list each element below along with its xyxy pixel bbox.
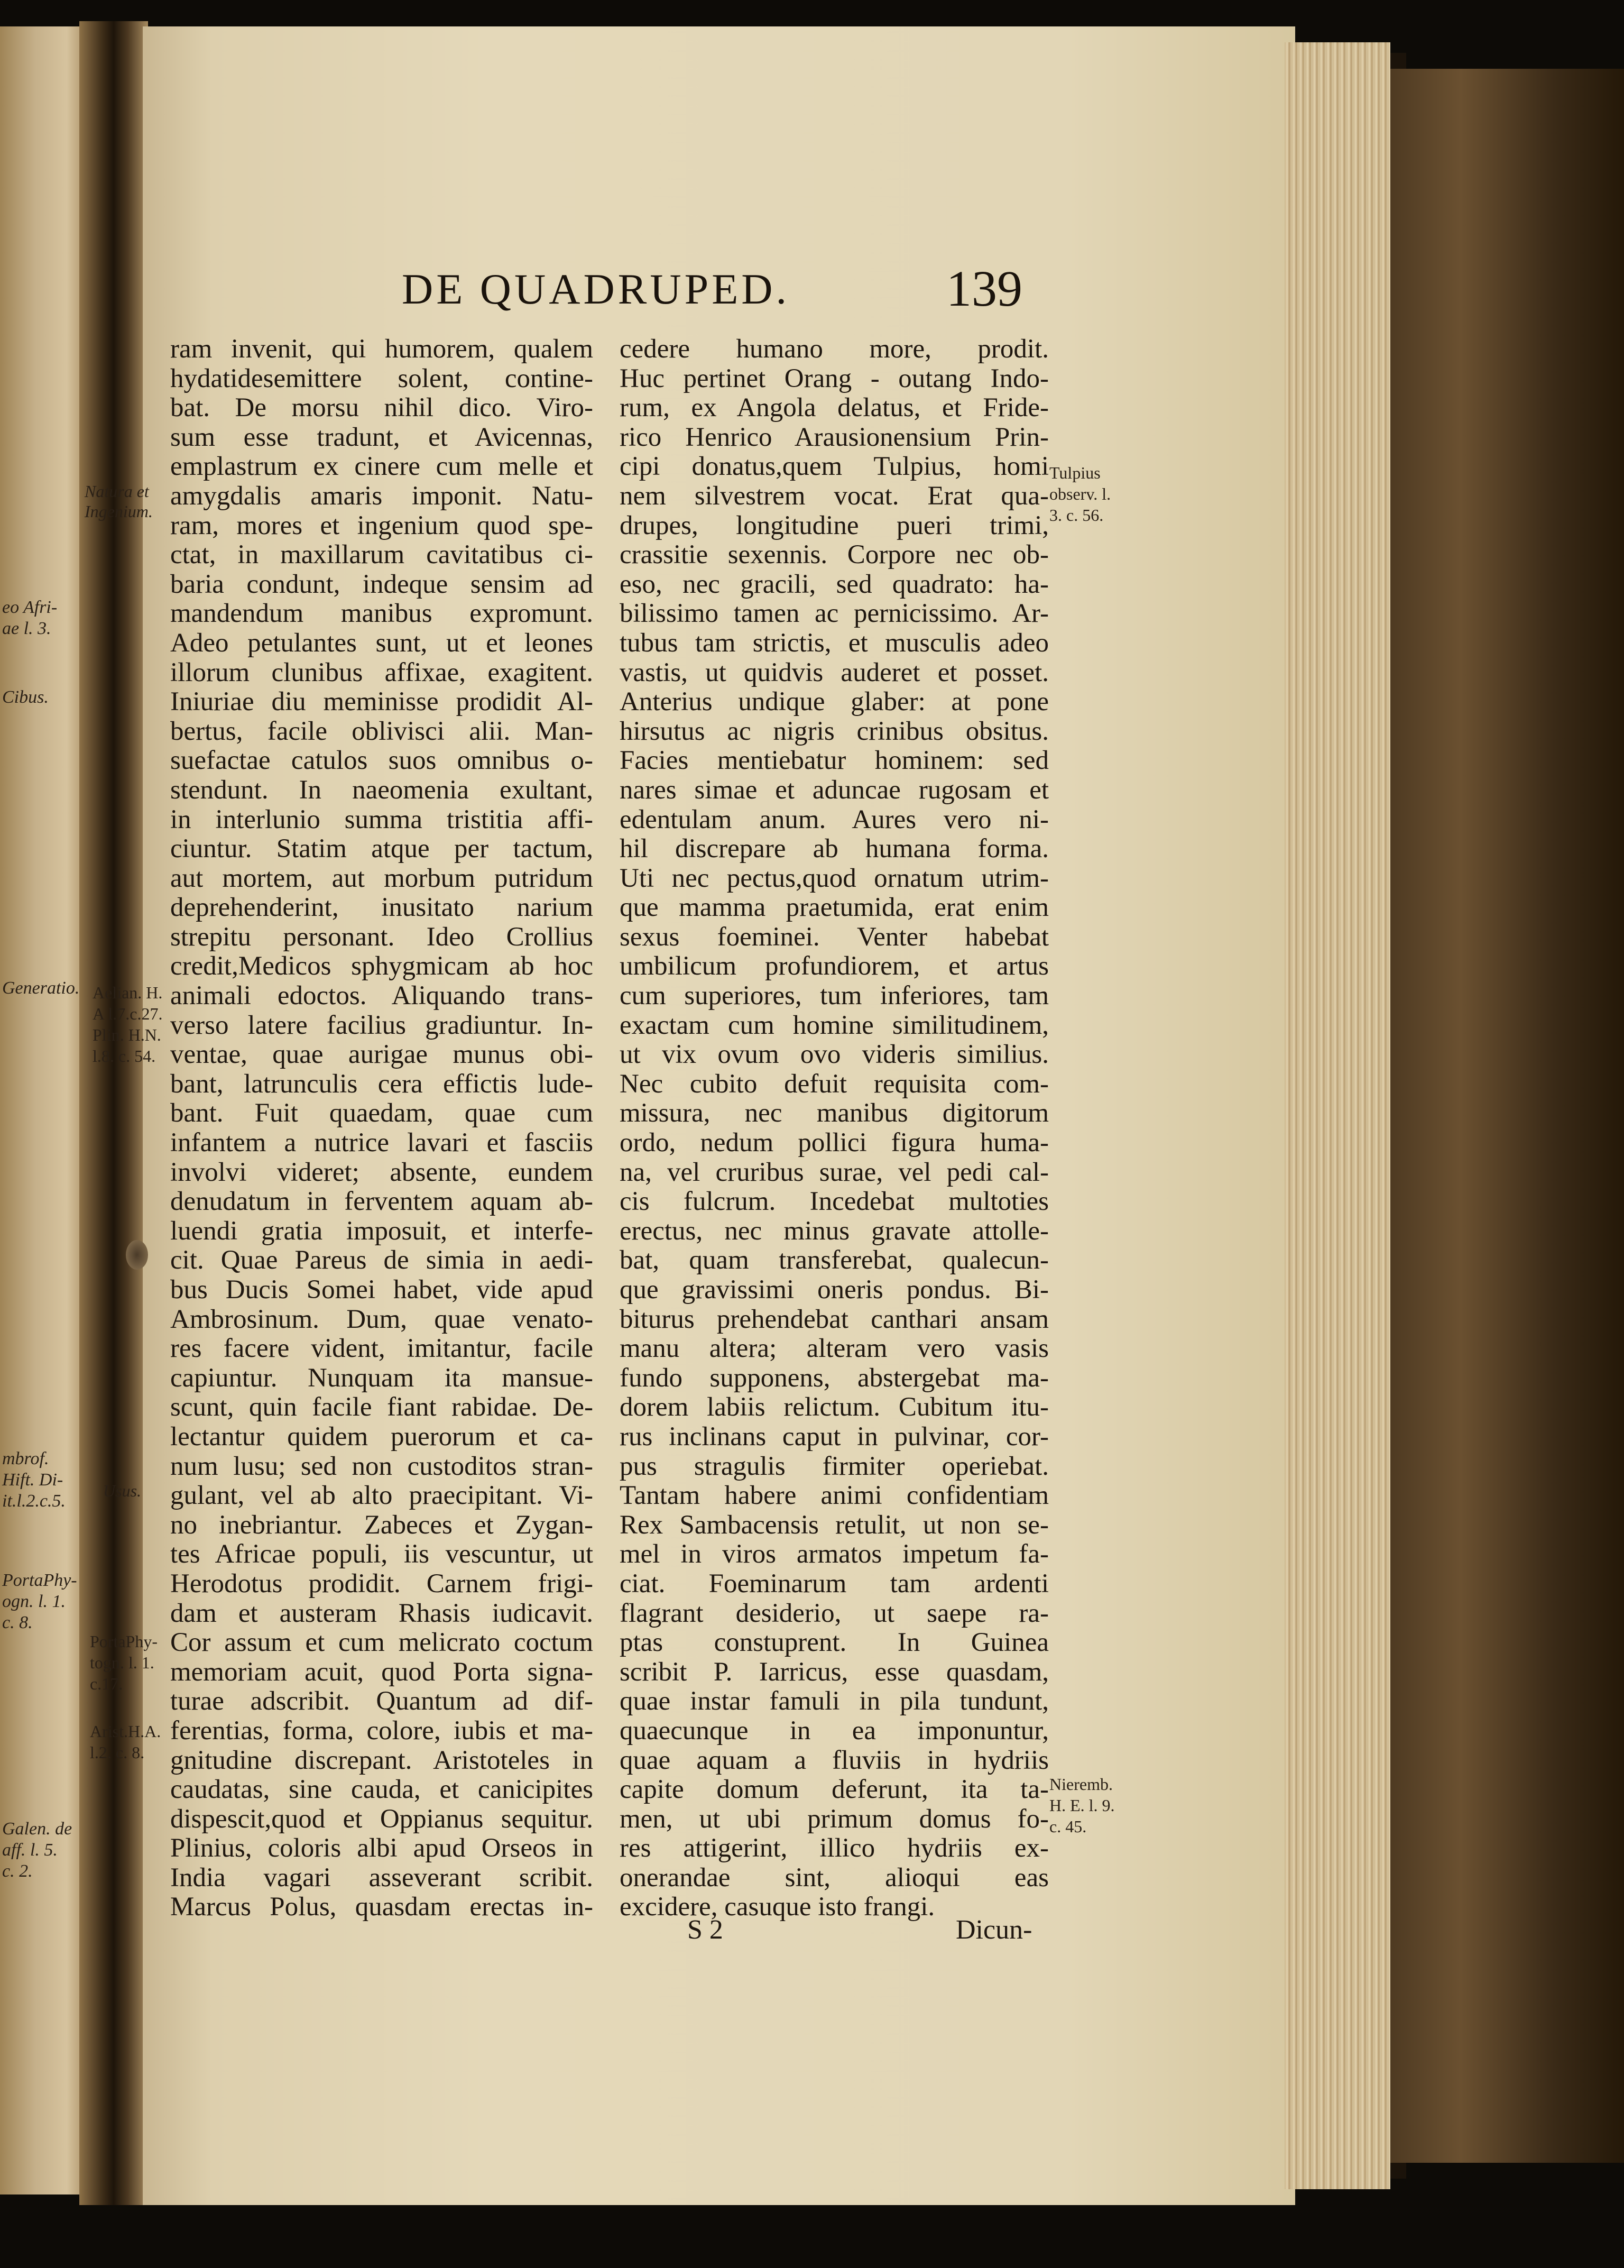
text-line: rus inclinans caput in pulvinar, cor-: [620, 1421, 1049, 1452]
text-line: biturus prehendebat canthari ansam: [620, 1304, 1049, 1334]
text-line: edentulam anum. Aures vero ni-: [620, 804, 1049, 834]
margin-note: A l.7.c.27.: [93, 1004, 163, 1023]
facing-page: [0, 26, 89, 2194]
text-line: rum, ex Angola delatus, et Fride-: [620, 393, 1049, 423]
facing-fragment: ogn. l. 1.: [2, 1592, 66, 1611]
facing-fragment: Hift. Di-: [2, 1470, 63, 1490]
text-line: quae instar famuli in pila tundunt,: [620, 1686, 1049, 1716]
text-line: amygdalis amaris imponit. Natu-: [170, 481, 593, 511]
text-line: drupes, longitudine pueri trimi,: [620, 510, 1049, 540]
text-line: umbilicum profundiorem, et artus: [620, 951, 1049, 981]
text-line: bat. De morsu nihil dico. Viro-: [170, 393, 593, 423]
text-line: eso, nec gracili, sed quadrato: ha-: [620, 569, 1049, 599]
margin-note: PortaPhy-: [90, 1632, 158, 1651]
text-line: tes Africae populi, iis vescuntur, ut: [170, 1539, 593, 1569]
text-line: Tantam habere animi confidentiam: [620, 1481, 1049, 1511]
margin-note: Usus.: [103, 1481, 142, 1500]
text-line: cipi donatus,quem Tulpius, homi: [620, 452, 1049, 482]
text-line: Cor assum et cum melicrato coctum: [170, 1628, 593, 1658]
text-line: gulant, vel ab alto praecipitant. Vi-: [170, 1481, 593, 1511]
text-line: dispescit,quod et Oppianus sequitur.: [170, 1804, 593, 1834]
facing-fragment: mbrof.: [2, 1449, 49, 1468]
text-line: que gravissimi oneris pondus. Bi-: [620, 1275, 1049, 1305]
text-line: ciuntur. Statim atque per tactum,: [170, 834, 593, 864]
text-line: cedere humano more, prodit.: [620, 334, 1049, 364]
text-line: capiuntur. Nunquam ita mansue-: [170, 1363, 593, 1393]
margin-note: l.2. c. 8.: [90, 1743, 145, 1762]
text-line: dam et austeram Rhasis iudicavit.: [170, 1598, 593, 1628]
text-line: bant. Fuit quaedam, quae cum: [170, 1098, 593, 1128]
text-line: luendi gratia imposuit, et interfe-: [170, 1216, 593, 1246]
text-line: Rex Sambacensis retulit, ut non se-: [620, 1510, 1049, 1540]
text-line: Nec cubito defuit requisita com-: [620, 1069, 1049, 1099]
text-line: ut vix ovum ovo videris similius.: [620, 1040, 1049, 1070]
text-line: illorum clunibus affixae, exagitent.: [170, 657, 593, 687]
catchword: Dicun-: [956, 1915, 1032, 1945]
facing-fragment: it.l.2.c.5.: [2, 1491, 66, 1511]
margin-note: c.17.: [90, 1674, 123, 1693]
text-line: turae adscribit. Quantum ad dif-: [170, 1686, 593, 1716]
text-line: India vagari asseverant scribit.: [170, 1862, 593, 1893]
text-line: mandendum manibus expromunt.: [170, 599, 593, 629]
margin-note: 3. c. 56.: [1049, 506, 1104, 525]
margin-note: observ. l.: [1049, 484, 1111, 503]
text-line: scribit P. Iarricus, esse quasdam,: [620, 1657, 1049, 1687]
text-line: ferentias, forma, colore, iubis et ma-: [170, 1715, 593, 1746]
signature-mark: S 2: [687, 1915, 723, 1945]
text-line: Marcus Polus, quasdam erectas in-: [170, 1892, 593, 1922]
margin-note: Tulpius: [1049, 463, 1101, 482]
text-line: tubus tam strictis, et musculis adeo: [620, 628, 1049, 658]
text-line: bilissimo tamen ac pernicissimo. Ar-: [620, 599, 1049, 629]
facing-fragment: ae l. 3.: [2, 619, 51, 638]
page-number: 139: [946, 260, 1022, 317]
text-line: res attigerint, illico hydriis ex-: [620, 1833, 1049, 1863]
text-line: onerandae sint, alioqui eas: [620, 1862, 1049, 1893]
text-line: bus Ducis Somei habet, vide apud: [170, 1275, 593, 1305]
text-line: ptas constuprent. In Guinea: [620, 1628, 1049, 1658]
text-line: bertus, facile oblivisci alii. Man-: [170, 716, 593, 746]
text-line: fundo supponens, abstergebat ma-: [620, 1363, 1049, 1393]
facing-fragment: PortaPhy-: [2, 1571, 77, 1590]
text-line: manu altera; alteram vero vasis: [620, 1334, 1049, 1364]
margin-note: Natura et: [85, 482, 149, 501]
text-line: no inebriantur. Zabeces et Zygan-: [170, 1510, 593, 1540]
text-column-left: [170, 335, 593, 1922]
margin-note: togn. l. 1.: [90, 1653, 154, 1672]
text-line: emplastrum ex cinere cum melle et: [170, 452, 593, 482]
margin-note: l.8. c. 54.: [93, 1046, 156, 1066]
text-line: Adeo petulantes sunt, ut et leones: [170, 628, 593, 658]
text-line: nem silvestrem vocat. Erat qua-: [620, 481, 1049, 511]
text-line: capite domum deferunt, ita ta-: [620, 1775, 1049, 1805]
text-line: baria condunt, indeque sensim ad: [170, 569, 593, 599]
margin-note: Aelian. H.: [93, 983, 163, 1002]
text-line: animali edoctos. Aliquando trans-: [170, 981, 593, 1011]
text-line: num lusu; sed non custoditos stran-: [170, 1451, 593, 1481]
text-line: verso latere facilius gradiuntur. In-: [170, 1010, 593, 1040]
text-line: na, vel cruribus surae, vel pedi cal-: [620, 1157, 1049, 1187]
text-line: ciat. Foeminarum tam ardenti: [620, 1568, 1049, 1599]
text-line: Ambrosinum. Dum, quae venato-: [170, 1304, 593, 1334]
margin-note: Nieremb.: [1049, 1775, 1113, 1794]
text-line: mel in viros armatos impetum fa-: [620, 1539, 1049, 1569]
margin-note: H. E. l. 9.: [1049, 1796, 1115, 1815]
margin-note: Plin. H.N.: [93, 1025, 161, 1044]
text-line: men, ut ubi primum domus fo-: [620, 1804, 1049, 1834]
text-line: Plinius, coloris albi apud Orseos in: [170, 1833, 593, 1863]
text-line: sexus foeminei. Venter habebat: [620, 922, 1049, 952]
text-line: que mamma praetumida, erat enim: [620, 893, 1049, 923]
text-line: strepitu personant. Ideo Crollius: [170, 922, 593, 952]
text-line: crassitie sexennis. Corpore nec ob-: [620, 540, 1049, 570]
facing-fragment: Generatio.: [2, 978, 80, 998]
text-line: cum superiores, tum inferiores, tam: [620, 981, 1049, 1011]
facing-fragment: c. 2.: [2, 1861, 33, 1881]
text-line: suefactae catulos suos omnibus o-: [170, 746, 593, 776]
facing-fragment: Galen. de: [2, 1819, 72, 1839]
text-line: gnitudine discrepant. Aristoteles in: [170, 1745, 593, 1775]
running-header: DE QUADRUPED.: [402, 265, 790, 313]
text-line: dorem labiis relictum. Cubitum itu-: [620, 1392, 1049, 1422]
text-line: ordo, nedum pollici figura huma-: [620, 1128, 1049, 1158]
book-gutter: [79, 21, 148, 2205]
margin-note: c. 45.: [1049, 1817, 1087, 1836]
text-line: cit. Quae Pareus de simia in aedi-: [170, 1245, 593, 1275]
text-line: Herodotus prodidit. Carnem frigi-: [170, 1568, 593, 1599]
book-cover-board: [1390, 69, 1624, 2163]
text-line: ram invenit, qui humorem, qualem: [170, 334, 593, 364]
text-line: res facere vident, imitantur, facile: [170, 1334, 593, 1364]
text-line: ventae, quae aurigae munus obi-: [170, 1040, 593, 1070]
page-edges: [1285, 42, 1390, 2189]
text-line: Anterius undique glaber: at pone: [620, 687, 1049, 717]
text-line: exactam cum homine similitudinem,: [620, 1010, 1049, 1040]
text-line: Huc pertinet Orang - outang Indo-: [620, 363, 1049, 393]
margin-note: Ingenium.: [85, 502, 153, 521]
text-line: Facies mentiebatur hominem: sed: [620, 746, 1049, 776]
text-line: cis fulcrum. Incedebat multoties: [620, 1187, 1049, 1217]
text-line: bat, quam transferebat, qualecun-: [620, 1245, 1049, 1275]
text-line: flagrant desiderio, ut saepe ra-: [620, 1598, 1049, 1628]
text-column-right: [620, 335, 1049, 1922]
text-line: excidere, casuque isto frangi.: [620, 1892, 935, 1922]
text-line: ctat, in maxillarum cavitatibus ci-: [170, 540, 593, 570]
text-line: memoriam acuit, quod Porta signa-: [170, 1657, 593, 1687]
text-line: deprehenderint, inusitato narium: [170, 893, 593, 923]
text-line: hydatidesemittere solent, contine-: [170, 363, 593, 393]
text-line: pus stragulis firmiter operiebat.: [620, 1451, 1049, 1481]
text-line: stendunt. In naeomenia exultant,: [170, 775, 593, 805]
text-line: in interlunio summa tristitia affi-: [170, 804, 593, 834]
text-line: involvi videret; absente, eundem: [170, 1157, 593, 1187]
text-line: lectantur quidem puerorum et ca-: [170, 1421, 593, 1452]
facing-fragment: c. 8.: [2, 1613, 33, 1632]
text-line: sum esse tradunt, et Avicennas,: [170, 422, 593, 452]
text-line: vastis, ut quidvis auderet et posset.: [620, 657, 1049, 687]
text-line: rico Henrico Arausionensium Prin-: [620, 422, 1049, 452]
text-line: aut mortem, aut morbum putridum: [170, 863, 593, 893]
text-line: Uti nec pectus,quod ornatum utrim-: [620, 863, 1049, 893]
text-line: scunt, quin facile fiant rabidae. De-: [170, 1392, 593, 1422]
text-line: caudatas, sine cauda, et canicipites: [170, 1775, 593, 1805]
facing-fragment: Cibus.: [2, 687, 49, 707]
text-line: bant, latrunculis cera effictis lude-: [170, 1069, 593, 1099]
margin-note: Arist.H.A.: [90, 1722, 161, 1741]
text-line: hil discrepare ab humana forma.: [620, 834, 1049, 864]
facing-fragment: eo Afri-: [2, 598, 58, 617]
text-line: quae aquam a fluviis in hydriis: [620, 1745, 1049, 1775]
text-line: hirsutus ac nigris crinibus obsitus.: [620, 716, 1049, 746]
text-line: ram, mores et ingenium quod spe-: [170, 510, 593, 540]
text-line: credit,Medicos sphygmicam ab hoc: [170, 951, 593, 981]
text-line: quaecunque in ea imponuntur,: [620, 1715, 1049, 1746]
ink-stain: [126, 1240, 148, 1270]
text-line: missura, nec manibus digitorum: [620, 1098, 1049, 1128]
text-line: denudatum in ferventem aquam ab-: [170, 1187, 593, 1217]
text-line: infantem a nutrice lavari et fasciis: [170, 1128, 593, 1158]
facing-fragment: aff. l. 5.: [2, 1840, 58, 1860]
text-line: erectus, nec minus gravate attolle-: [620, 1216, 1049, 1246]
text-line: nares simae et aduncae rugosam et: [620, 775, 1049, 805]
text-line: Iniuriae diu meminisse prodidit Al-: [170, 687, 593, 717]
